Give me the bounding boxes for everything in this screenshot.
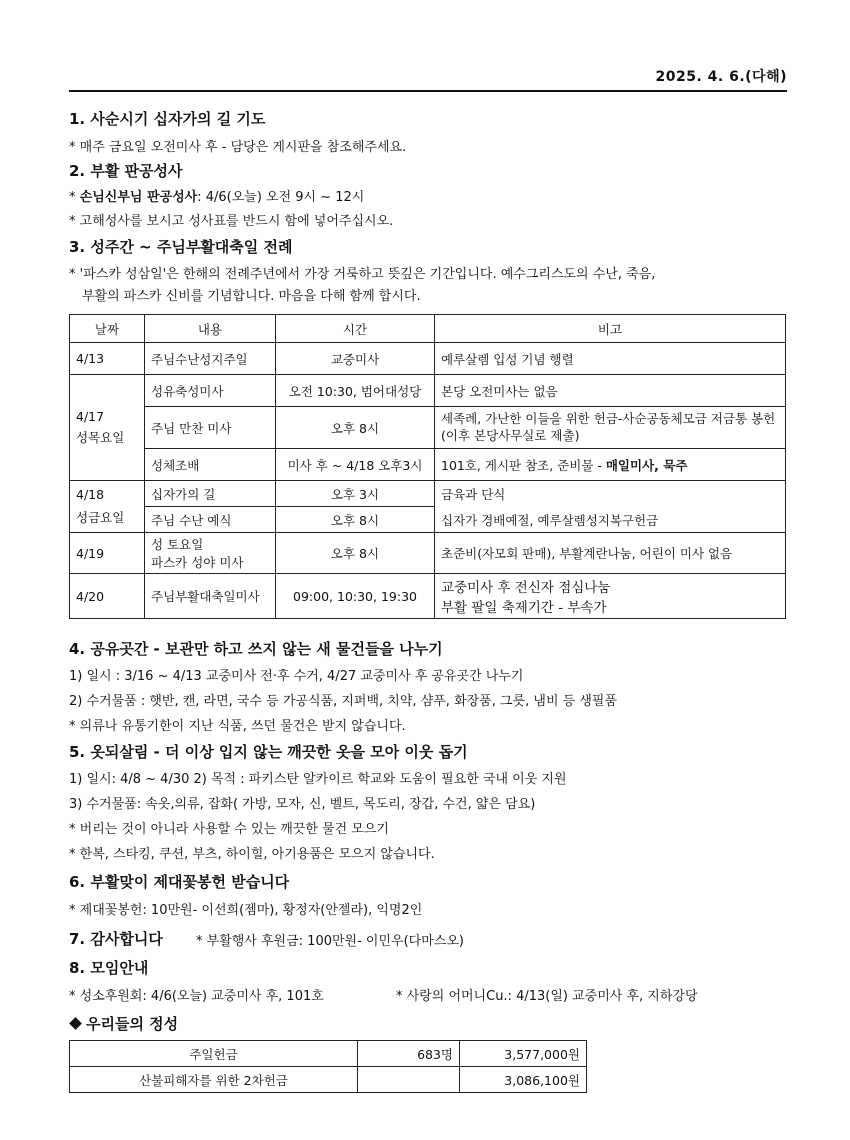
row-note: 세족례, 가난한 이들을 위한 헌금-사순공동체모금 저금통 봉헌(이후 본당사무실로 제출) — [435, 407, 786, 449]
header-note: 비고 — [435, 315, 786, 343]
table-row — [70, 343, 786, 375]
row-date: 4/20 — [70, 574, 145, 619]
table-header-row — [70, 315, 786, 343]
liturgy-schedule-table — [69, 314, 786, 619]
row-content: 주님수난성지주일 — [145, 343, 276, 375]
row-content: 주님 수난 예식 — [145, 507, 276, 533]
row-date: 4/13 — [70, 343, 145, 375]
row-note: 101호, 게시판 참조, 준비물 - — [441, 457, 606, 473]
row-time: 미사 후 ~ 4/18 오후3시 — [276, 449, 435, 481]
row-note: 십자가 경배예절, 예루살렘성지복구헌금 — [441, 512, 659, 528]
section-5-line-2: 3) 수거물품: 속옷,의류, 잡화( 가방, 모자, 신, 벨트, 목도리, 장갑, 수건, 얇은 담요) — [69, 797, 536, 812]
section-2-title: 2. 부활 판공성사 — [69, 162, 183, 180]
section-7-line-1: * 부활행사 후원금: 100만원- 이민우(다마스오) — [196, 934, 464, 949]
section-2-line-2: * 고해성사를 보시고 성사표를 반드시 함에 넣어주십시오. — [69, 214, 394, 229]
section-5-line-3: * 버리는 것이 아니라 사용할 수 있는 깨끗한 물건 모으기 — [69, 822, 389, 837]
section-1-line-1: * 매주 금요일 오전미사 후 - 담당은 게시판을 참조해주세요. — [69, 140, 407, 155]
section-5-title: 5. 옷되살림 - 더 이상 입지 않는 깨끗한 옷을 모아 이웃 돕기 — [69, 743, 468, 761]
row-content: 성유축성미사 — [145, 375, 276, 407]
section-3-line-2: 부활의 파스카 신비를 기념합니다. 마음을 다해 함께 합시다. — [82, 289, 421, 304]
row-note: 교중미사 후 전신자 점심나눔 — [441, 580, 611, 596]
section-4-line-3: * 의류나 유통기한이 지난 식품, 쓰던 물건은 받지 않습니다. — [69, 719, 406, 734]
section-2-line-1-rest: : 4/6(오늘) 오전 9시 ~ 12시 — [197, 190, 365, 205]
row-note: 부활 팔일 축제기간 - 부속가 — [441, 600, 607, 616]
row-time: 09:00, 10:30, 19:30 — [276, 574, 435, 619]
row-date: 4/17 — [76, 409, 105, 424]
table-row — [70, 533, 786, 574]
table-row — [70, 1067, 587, 1093]
row-day: 성금요일 — [76, 510, 125, 525]
row-note-bold: 매일미사, 묵주 — [605, 457, 688, 473]
section-2-bold-label: 손님신부님 판공성사 — [79, 190, 198, 205]
row-note: 금육과 단식 — [441, 486, 506, 502]
section-8-line-2: * 사랑의 어머니Cu.: 4/13(일) 교중미사 후, 지하강당 — [396, 989, 698, 1004]
row-note: 본당 오전미사는 없음 — [435, 375, 786, 407]
table-row — [70, 481, 786, 507]
section-5-line-4: * 한복, 스타킹, 쿠션, 부츠, 하이힐, 아기용품은 모으지 않습니다. — [69, 847, 435, 862]
section-8-title: 8. 모임안내 — [69, 959, 149, 977]
row-note-cell — [435, 449, 786, 481]
table-row — [70, 375, 786, 407]
section-3-title: 3. 성주간 ~ 주님부활대축일 전례 — [69, 238, 293, 256]
row-content: 주님 만찬 미사 — [145, 407, 276, 449]
row-content: 십자가의 길 — [145, 481, 276, 507]
offering-title — [69, 1013, 178, 1034]
offering-label: 주일헌금 — [70, 1041, 358, 1067]
offering-count: 683명 — [358, 1041, 460, 1067]
row-day: 성목요일 — [76, 430, 125, 445]
header-time: 시간 — [276, 315, 435, 343]
header-content: 내용 — [145, 315, 276, 343]
offering-label: 산불피해자를 위한 2차헌금 — [70, 1067, 358, 1093]
section-4-line-1: 1) 일시 : 3/16 ~ 4/13 교중미사 전·후 수거, 4/27 교중미사 후 공유곳간 나누기 — [69, 669, 524, 684]
row-note-cell — [435, 481, 786, 533]
section-4-title: 4. 공유곳간 - 보관만 하고 쓰지 않는 새 물건들을 나누기 — [69, 640, 443, 658]
offering-amount: 3,577,000원 — [460, 1041, 587, 1067]
offering-amount: 3,086,100원 — [460, 1067, 587, 1093]
row-time: 오후 8시 — [276, 407, 435, 449]
diamond-bullet-icon — [69, 1017, 82, 1030]
section-4-line-2: 2) 수거물품 : 햇반, 캔, 라면, 국수 등 가공식품, 지퍼백, 치약, 샴푸, 화장품, 그릇, 냄비 등 생필품 — [69, 694, 618, 709]
row-time: 오전 10:30, 범어대성당 — [276, 375, 435, 407]
row-date: 4/18 — [76, 487, 105, 502]
row-date-cell — [70, 481, 145, 533]
row-date-cell — [70, 375, 145, 481]
row-content-cell — [145, 533, 276, 574]
row-content: 성 토요일 — [151, 537, 204, 552]
row-content: 성체조배 — [145, 449, 276, 481]
offering-count — [358, 1067, 460, 1093]
row-content: 주님부활대축일미사 — [145, 574, 276, 619]
row-note: 예루살렘 입성 기념 행렬 — [435, 343, 786, 375]
offering-table — [69, 1040, 587, 1093]
date-header — [69, 64, 787, 92]
table-row — [70, 449, 786, 481]
section-2-line-1: * 손님신부님 판공성사: 4/6(오늘) 오전 9시 ~ 12시 — [69, 190, 365, 205]
row-note-cell — [435, 574, 786, 619]
bulletin-date: 2025. 4. 6.(다해) — [655, 69, 787, 85]
section-8-line-1: * 성소후원회: 4/6(오늘) 교중미사 후, 101호 — [69, 989, 324, 1004]
section-6-line-1: * 제대꽃봉헌: 10만원- 이선희(젬마), 황정자(안젤라), 익명2인 — [69, 903, 423, 918]
section-7-title: 7. 감사합니다 — [69, 930, 163, 948]
header-date: 날짜 — [70, 315, 145, 343]
row-note: 초준비(자모회 판매), 부활계란나눔, 어린이 미사 없음 — [435, 533, 786, 574]
offering-title-text: 우리들의 정성 — [86, 1015, 179, 1033]
section-1-title: 1. 사순시기 십자가의 길 기도 — [69, 110, 266, 128]
row-content: 파스카 성야 미사 — [151, 555, 244, 570]
section-3-line-1: * '파스카 성삼일'은 한해의 전례주년에서 가장 거룩하고 뜻깊은 기간입니다. 예수그리스도의 수난, 죽음, — [69, 267, 656, 282]
table-row — [70, 1041, 587, 1067]
row-time: 오후 8시 — [276, 507, 435, 533]
section-6-title: 6. 부활맞이 제대꽃봉헌 받습니다 — [69, 873, 290, 891]
table-row — [70, 407, 786, 449]
row-date: 4/19 — [70, 533, 145, 574]
table-row — [70, 574, 786, 619]
row-time: 오후 3시 — [276, 481, 435, 507]
row-time: 오후 8시 — [276, 533, 435, 574]
section-5-line-1: 1) 일시: 4/8 ~ 4/30 2) 목적 : 파키스탄 알카이르 학교와 도움이 필요한 국내 이웃 지원 — [69, 772, 567, 787]
row-time: 교중미사 — [276, 343, 435, 375]
